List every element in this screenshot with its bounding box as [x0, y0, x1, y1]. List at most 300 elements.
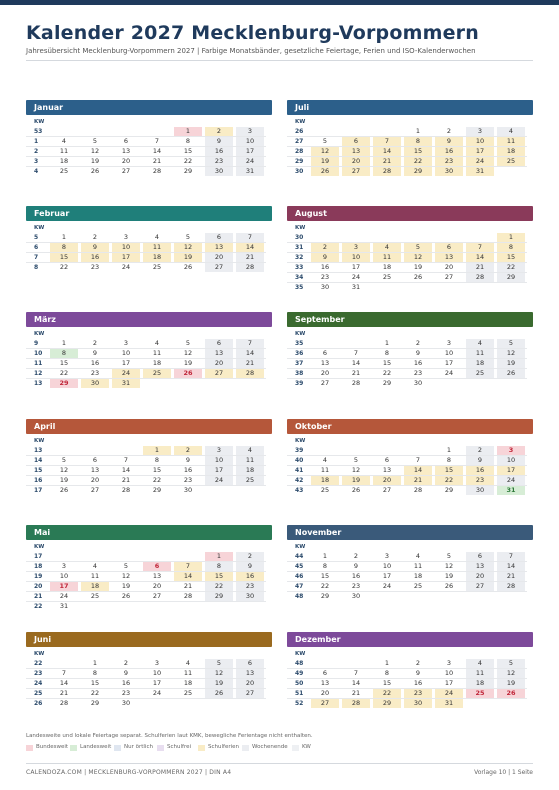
day-cell: 19: [497, 679, 525, 688]
day-cell: 24: [497, 476, 525, 485]
day-cell: 16: [435, 147, 463, 156]
day-cell: 2: [174, 446, 202, 455]
kw-header: KW: [34, 651, 45, 657]
day-cell: 14: [404, 466, 432, 475]
legend-swatch: [198, 745, 205, 751]
day-cell: 27: [121, 167, 131, 175]
day-cell: 13: [205, 349, 233, 358]
empty-day-cell: [311, 127, 339, 136]
day-cell: 19: [444, 572, 454, 580]
day-cell: 5: [353, 456, 359, 464]
day-cell: 19: [205, 679, 233, 688]
week-number: 47: [295, 583, 304, 590]
day-cell: 1: [322, 552, 328, 560]
day-cell: 28: [236, 263, 264, 272]
day-cell: 22: [90, 689, 100, 697]
day-cell: 11: [236, 456, 264, 465]
week-row: [287, 137, 527, 147]
day-cell: 9: [81, 243, 109, 252]
day-cell: 18: [152, 359, 162, 367]
week-number: 14: [34, 457, 43, 464]
week-number: 45: [295, 563, 304, 570]
day-cell: 5: [205, 659, 233, 668]
day-cell: 4: [154, 339, 160, 347]
day-cell: 17: [152, 679, 162, 687]
day-cell: 23: [320, 273, 330, 281]
week-number: 18: [34, 563, 43, 570]
empty-day-cell: [404, 446, 432, 455]
day-cell: 23: [351, 582, 361, 590]
week-number: 23: [34, 670, 43, 677]
day-cell: 14: [236, 243, 264, 252]
day-cell: 3: [236, 127, 264, 136]
empty-day-cell: [497, 379, 525, 388]
day-cell: 15: [497, 253, 525, 262]
week-row: [26, 552, 266, 562]
kw-header: KW: [295, 119, 306, 125]
day-cell: 28: [342, 699, 370, 708]
empty-day-cell: [112, 552, 140, 561]
week-row: [287, 679, 527, 689]
day-cell: 28: [183, 592, 193, 600]
day-cell: 25: [413, 582, 423, 590]
day-cell: 19: [311, 157, 339, 166]
legend-swatch: [70, 745, 77, 751]
day-cell: 2: [446, 127, 452, 135]
week-row: [26, 263, 266, 273]
empty-day-cell: [81, 552, 109, 561]
legend-label: Nur örtlich: [124, 744, 153, 750]
day-cell: 23: [236, 582, 264, 591]
week-row: [287, 379, 527, 389]
day-cell: 24: [435, 689, 463, 698]
day-cell: 19: [59, 476, 69, 484]
week-row: [287, 127, 527, 137]
week-row: [287, 582, 527, 592]
day-cell: 20: [90, 476, 100, 484]
week-row: [287, 167, 527, 177]
day-cell: 9: [353, 562, 359, 570]
kw-header: KW: [295, 438, 306, 444]
day-cell: 30: [404, 699, 432, 708]
empty-day-cell: [236, 602, 264, 611]
day-cell: 9: [435, 137, 463, 146]
day-cell: 29: [90, 699, 100, 707]
day-cell: 20: [342, 157, 370, 166]
month-januar: [26, 100, 272, 175]
week-number: 6: [34, 244, 39, 251]
day-cell: 7: [236, 233, 264, 242]
empty-day-cell: [497, 167, 525, 176]
empty-day-cell: [342, 127, 370, 136]
day-cell: 18: [466, 679, 494, 688]
day-cell: 7: [466, 243, 494, 252]
day-cell: 30: [466, 486, 494, 495]
day-cell: 12: [311, 147, 339, 156]
day-cell: 17: [50, 582, 78, 591]
day-cell: 23: [413, 369, 423, 377]
day-cell: 28: [351, 379, 361, 387]
day-cell: 9: [415, 669, 421, 677]
empty-day-cell: [497, 283, 525, 292]
day-cell: 3: [497, 446, 525, 455]
week-number: 2: [34, 148, 39, 155]
day-cell: 8: [154, 456, 160, 464]
day-cell: 2: [236, 552, 264, 561]
week-row: [26, 679, 266, 689]
day-cell: 5: [61, 456, 67, 464]
day-cell: 14: [152, 147, 162, 155]
week-number: 8: [34, 264, 39, 271]
day-cell: 1: [61, 339, 67, 347]
day-cell: 21: [373, 157, 401, 166]
day-cell: 21: [183, 582, 193, 590]
day-cell: 27: [236, 689, 264, 698]
day-cell: 29: [183, 167, 193, 175]
month-header: Juni: [26, 632, 272, 647]
week-number: 50: [295, 680, 304, 687]
day-cell: 29: [373, 699, 401, 708]
day-cell: 3: [205, 446, 233, 455]
month-header: November: [287, 525, 533, 540]
day-cell: 5: [123, 562, 129, 570]
day-cell: 7: [174, 562, 202, 571]
day-cell: 1: [384, 339, 390, 347]
day-cell: 14: [174, 572, 202, 581]
day-cell: 6: [236, 659, 264, 668]
week-number: 52: [295, 700, 304, 707]
kw-header: KW: [34, 544, 45, 550]
day-cell: 26: [497, 369, 525, 378]
day-cell: 3: [123, 339, 129, 347]
day-cell: 13: [90, 466, 100, 474]
week-number: 42: [295, 477, 304, 484]
empty-day-cell: [112, 602, 140, 611]
empty-day-cell: [466, 283, 494, 292]
week-number: 44: [295, 553, 304, 560]
day-cell: 11: [413, 562, 423, 570]
day-cell: 29: [404, 167, 432, 176]
week-row: [26, 379, 266, 389]
day-cell: 22: [205, 582, 233, 591]
day-cell: 5: [92, 137, 98, 145]
week-number: 22: [34, 603, 43, 610]
empty-day-cell: [81, 446, 109, 455]
day-cell: 25: [497, 157, 525, 166]
week-number: 41: [295, 467, 304, 474]
day-cell: 5: [446, 552, 452, 560]
empty-day-cell: [143, 602, 171, 611]
legend-note: Landesweite und lokale Feiertage separat. Schulferien laut KMK, bewegliche Ferientage nicht enthalten.: [26, 733, 313, 739]
day-cell: 30: [435, 167, 463, 176]
day-cell: 12: [90, 147, 100, 155]
week-number: 31: [295, 244, 304, 251]
day-cell: 26: [205, 689, 233, 698]
day-cell: 24: [205, 476, 233, 485]
week-row: [287, 243, 527, 253]
day-cell: 18: [466, 359, 494, 368]
day-cell: 31: [236, 167, 264, 176]
day-cell: 8: [92, 669, 98, 677]
day-cell: 20: [373, 476, 401, 485]
day-cell: 25: [152, 263, 162, 271]
week-number: 36: [295, 350, 304, 357]
empty-day-cell: [174, 602, 202, 611]
empty-day-cell: [81, 602, 109, 611]
day-cell: 11: [466, 349, 494, 358]
day-cell: 17: [112, 253, 140, 262]
day-cell: 26: [497, 689, 525, 698]
day-cell: 10: [112, 243, 140, 252]
day-cell: 1: [174, 127, 202, 136]
week-row: [26, 456, 266, 466]
empty-day-cell: [50, 659, 78, 668]
empty-day-cell: [174, 552, 202, 561]
day-cell: 14: [351, 679, 361, 687]
day-cell: 4: [92, 562, 98, 570]
day-cell: 23: [90, 263, 100, 271]
day-cell: 3: [342, 243, 370, 252]
week-row: [287, 359, 527, 369]
empty-day-cell: [174, 699, 202, 708]
day-cell: 25: [320, 486, 330, 494]
week-number: 51: [295, 690, 304, 697]
week-number: 27: [295, 138, 304, 145]
day-cell: 18: [497, 147, 525, 156]
day-cell: 10: [382, 562, 392, 570]
day-cell: 11: [143, 243, 171, 252]
day-cell: 17: [121, 359, 131, 367]
day-cell: 20: [320, 689, 330, 697]
day-cell: 23: [183, 476, 193, 484]
day-cell: 2: [205, 127, 233, 136]
empty-day-cell: [50, 446, 78, 455]
legend-swatch: [242, 745, 249, 751]
day-cell: 16: [90, 359, 100, 367]
day-cell: 5: [322, 137, 328, 145]
day-cell: 21: [497, 572, 525, 581]
day-cell: 9: [205, 137, 233, 146]
day-cell: 22: [59, 263, 69, 271]
day-cell: 20: [466, 572, 494, 581]
week-number: 13: [34, 380, 43, 387]
legend-label: Bundesweit: [36, 744, 69, 750]
week-number: 24: [34, 680, 43, 687]
day-cell: 8: [404, 137, 432, 146]
week-row: [287, 283, 527, 293]
week-number: 21: [34, 593, 43, 600]
kw-header: KW: [295, 331, 306, 337]
week-number: 7: [34, 254, 39, 261]
week-row: [26, 466, 266, 476]
day-cell: 1: [497, 233, 525, 242]
day-cell: 16: [351, 572, 361, 580]
day-cell: 9: [415, 349, 421, 357]
legend-label: Wochenende: [252, 744, 288, 750]
kw-header: KW: [34, 225, 45, 231]
day-cell: 29: [50, 379, 78, 388]
day-cell: 7: [353, 669, 359, 677]
day-cell: 23: [466, 476, 494, 485]
day-cell: 2: [311, 243, 339, 252]
week-row: [26, 572, 266, 582]
month-header: Dezember: [287, 632, 533, 647]
week-row: [287, 669, 527, 679]
day-cell: 26: [59, 486, 69, 494]
day-cell: 12: [497, 349, 525, 358]
week-number: 35: [295, 340, 304, 347]
day-cell: 18: [183, 679, 193, 687]
day-cell: 4: [466, 339, 494, 348]
day-cell: 6: [342, 137, 370, 146]
day-cell: 3: [154, 659, 160, 667]
month-header: Juli: [287, 100, 533, 115]
day-cell: 26: [351, 486, 361, 494]
day-cell: 30: [320, 283, 330, 291]
week-number: 33: [295, 264, 304, 271]
day-cell: 26: [444, 582, 454, 590]
day-cell: 1: [415, 127, 421, 135]
week-row: [287, 273, 527, 283]
week-number: 17: [34, 553, 43, 560]
month-mai: [26, 525, 272, 610]
day-cell: 10: [342, 253, 370, 262]
empty-day-cell: [112, 127, 140, 136]
day-cell: 9: [236, 562, 264, 571]
day-cell: 23: [404, 689, 432, 698]
week-row: [26, 659, 266, 669]
day-cell: 8: [322, 562, 328, 570]
day-cell: 18: [382, 263, 392, 271]
day-cell: 26: [183, 263, 193, 271]
day-cell: 2: [123, 659, 129, 667]
day-cell: 4: [185, 659, 191, 667]
day-cell: 24: [59, 592, 69, 600]
week-number: 49: [295, 670, 304, 677]
legend-label: Schulferien: [208, 744, 239, 750]
day-cell: 15: [404, 147, 432, 156]
day-cell: 8: [384, 669, 390, 677]
day-cell: 5: [497, 659, 525, 668]
week-row: [287, 369, 527, 379]
day-cell: 4: [466, 659, 494, 668]
day-cell: 8: [497, 243, 525, 252]
day-cell: 25: [59, 167, 69, 175]
day-cell: 10: [205, 456, 233, 465]
day-cell: 27: [466, 582, 494, 591]
day-cell: 10: [497, 456, 525, 465]
week-number: 15: [34, 467, 43, 474]
day-cell: 28: [152, 167, 162, 175]
day-cell: 17: [497, 466, 525, 475]
day-cell: 27: [205, 369, 233, 378]
legend-swatch: [157, 745, 164, 751]
day-cell: 23: [121, 689, 131, 697]
day-cell: 15: [320, 572, 330, 580]
day-cell: 6: [123, 137, 129, 145]
day-cell: 5: [404, 243, 432, 252]
day-cell: 19: [342, 476, 370, 485]
month-header: Mai: [26, 525, 272, 540]
day-cell: 8: [50, 349, 78, 358]
month-august: [287, 206, 533, 291]
day-cell: 11: [59, 147, 69, 155]
day-cell: 7: [353, 349, 359, 357]
day-cell: 11: [320, 466, 330, 474]
day-cell: 14: [121, 466, 131, 474]
day-cell: 7: [415, 456, 421, 464]
day-cell: 24: [466, 157, 494, 166]
week-row: [287, 486, 527, 496]
day-cell: 3: [466, 127, 494, 136]
day-cell: 28: [121, 486, 131, 494]
day-cell: 22: [59, 369, 69, 377]
month-header: September: [287, 312, 533, 327]
day-cell: 12: [121, 572, 131, 580]
day-cell: 10: [466, 137, 494, 146]
day-cell: 16: [320, 263, 330, 271]
week-number: 53: [34, 128, 43, 135]
week-row: [26, 562, 266, 572]
day-cell: 4: [373, 243, 401, 252]
week-number: 46: [295, 573, 304, 580]
day-cell: 18: [81, 582, 109, 591]
footer-right: Vorlage 10 | 1 Seite: [474, 769, 533, 776]
day-cell: 20: [444, 263, 454, 271]
day-cell: 7: [123, 456, 129, 464]
day-cell: 2: [92, 233, 98, 241]
day-cell: 10: [59, 572, 69, 580]
day-cell: 17: [236, 147, 264, 156]
week-row: [26, 147, 266, 157]
day-cell: 13: [205, 243, 233, 252]
week-row: [287, 339, 527, 349]
day-cell: 26: [121, 592, 131, 600]
week-number: 10: [34, 350, 43, 357]
day-cell: 17: [351, 263, 361, 271]
day-cell: 29: [205, 592, 233, 601]
empty-day-cell: [373, 592, 401, 601]
day-cell: 1: [205, 552, 233, 561]
week-row: [26, 167, 266, 177]
day-cell: 23: [90, 369, 100, 377]
day-cell: 17: [382, 572, 392, 580]
kw-header: KW: [34, 331, 45, 337]
day-cell: 16: [183, 466, 193, 474]
day-cell: 6: [205, 339, 233, 348]
empty-day-cell: [236, 379, 264, 388]
empty-day-cell: [112, 446, 140, 455]
day-cell: 15: [50, 253, 78, 262]
day-cell: 14: [373, 147, 401, 156]
day-cell: 25: [90, 592, 100, 600]
day-cell: 19: [121, 582, 131, 590]
week-number: 40: [295, 457, 304, 464]
week-row: [26, 476, 266, 486]
empty-day-cell: [466, 699, 494, 708]
page-subtitle: Jahresübersicht Mecklenburg-Vorpommern 2027 | Farbige Monatsbänder, gesetzliche Feiertage, Ferien und ISO-Kalenderwochen: [26, 47, 476, 55]
month-dezember: [287, 632, 533, 707]
day-cell: 11: [497, 137, 525, 146]
empty-day-cell: [311, 233, 339, 242]
day-cell: 29: [382, 379, 392, 387]
day-cell: 12: [351, 466, 361, 474]
day-cell: 14: [466, 253, 494, 262]
page-title: Kalender 2027 Mecklenburg-Vorpommern: [26, 22, 479, 44]
day-cell: 27: [444, 273, 454, 281]
day-cell: 18: [236, 466, 264, 475]
day-cell: 14: [497, 562, 525, 571]
